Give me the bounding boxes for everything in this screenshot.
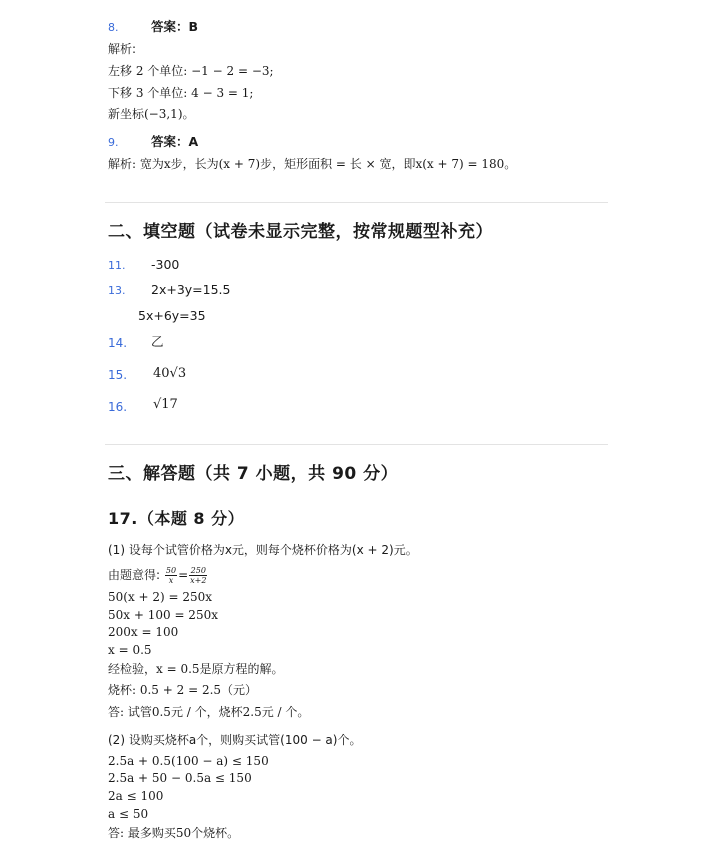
solution-check: 经检验，x = 0.5是原方程的解。 xyxy=(108,662,284,676)
fill-answer: 5x+6y=35 xyxy=(138,308,206,323)
analysis-label: 解析: xyxy=(108,42,137,56)
fill-answer: √17 xyxy=(153,397,178,412)
divider xyxy=(105,202,608,203)
solution-step: 2a ≤ 100 xyxy=(108,789,164,803)
question-number: 8. xyxy=(108,21,119,34)
equation-label: 由题意得: xyxy=(108,568,161,582)
solution-step: 2.5a + 0.5(100 − a) ≤ 150 xyxy=(108,754,269,768)
fill-answer: 40√3 xyxy=(153,366,187,381)
fill-answer: -300 xyxy=(151,257,180,272)
solution-answer: 答: 最多购买50个烧杯。 xyxy=(108,826,240,840)
answer-label: 答案：A xyxy=(151,134,199,149)
solution-step: x = 0.5 xyxy=(108,643,152,657)
fill-answer: 2x+3y=15.5 xyxy=(151,282,231,297)
analysis-step: 下移 3 个单位: 4 − 3 = 1; xyxy=(108,86,254,100)
solution-intro: (1) 设每个试管价格为x元，则每个烧杯价格为(x + 2)元。 xyxy=(108,543,418,557)
answer-label: 答案：B xyxy=(151,19,199,34)
solution-step: a ≤ 50 xyxy=(108,807,149,821)
question-number: 11. xyxy=(108,259,126,272)
solution-intro: (2) 设购买烧杯a个，则购买试管(100 − a)个。 xyxy=(108,733,362,747)
fraction: $\frac{250}{x+2}$ xyxy=(190,566,207,585)
question-number: 9. xyxy=(108,136,119,149)
equation-line: 由题意得: $\frac{50}{x}$ = $\frac{250}{x+2}$ xyxy=(108,566,207,585)
solution-step: 50(x + 2) = 250x xyxy=(108,590,213,604)
solution-step: 烧杯: 0.5 + 2 = 2.5（元） xyxy=(108,683,258,697)
fraction: $\frac{50}{x}$ xyxy=(165,566,177,585)
solution-answer: 答: 试管0.5元 / 个，烧杯2.5元 / 个。 xyxy=(108,705,310,719)
analysis-step: 新坐标(−3,1)。 xyxy=(108,107,195,121)
question-number: 16. xyxy=(108,400,128,414)
question-number: 14. xyxy=(108,336,128,350)
section-heading: 三、解答题（共 7 小题，共 90 分） xyxy=(108,464,399,484)
analysis-text: 解析: 宽为x步，长为(x + 7)步，矩形面积 = 长 × 宽，即x(x + 7) = 180。 xyxy=(108,157,517,171)
solution-step: 50x + 100 = 250x xyxy=(108,608,218,622)
question-number: 13. xyxy=(108,284,126,297)
divider xyxy=(105,444,608,445)
solution-step: 200x = 100 xyxy=(108,625,179,639)
section-heading: 二、填空题（试卷未显示完整，按常规题型补充） xyxy=(108,222,493,242)
solution-step: 2.5a + 50 − 0.5a ≤ 150 xyxy=(108,771,252,785)
analysis-step: 左移 2 个单位: −1 − 2 = −3; xyxy=(108,64,274,78)
question-number: 15. xyxy=(108,368,128,382)
question-heading: 17.（本题 8 分） xyxy=(108,509,245,528)
fill-answer: 乙 xyxy=(151,334,164,349)
